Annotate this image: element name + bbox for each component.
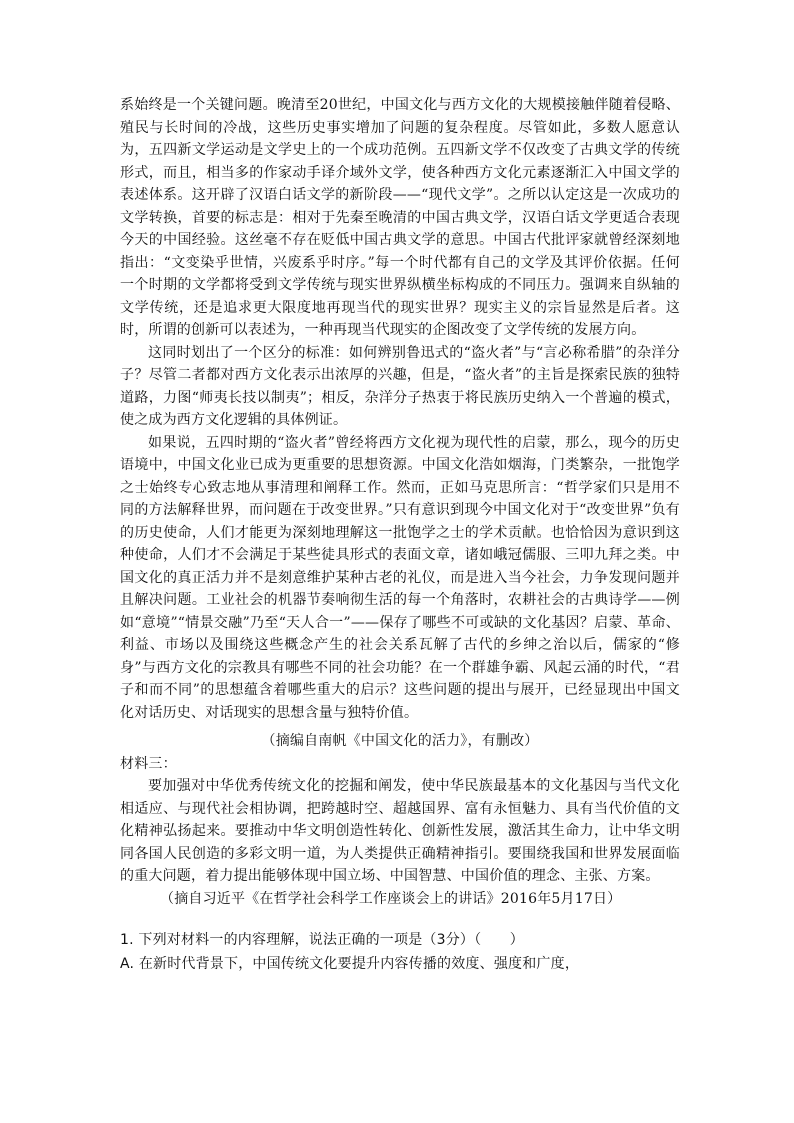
citation-nanfan: （摘编自南帆《中国文化的活力》，有删改） bbox=[261, 733, 539, 749]
material-3-text: 要加强对中华优秀传统文化的挖掘和阐发，使中华民族最基本的文化基因与当代文化相适应、与现代社会相协调，把跨越时空、超越国界、富有永恒魅力、具有当代价值的文化精神弘扬起来。要推动中华文明创造性转化、创新性发展，激活其生命力，让中华文明同各国人民创造的多彩文明一道，为人类提供正确精神指引。要围绕我国和世界发展面临的重大问题，着力提出能够体现中国立场、中国智慧、中国价值的理念、主张、方案。 bbox=[120, 778, 680, 884]
passage-body bbox=[120, 94, 680, 976]
passage-paragraph-1: 系始终是一个关键问题。晚清至20世纪，中国文化与西方文化的大规模接触伴随着侵略、殖民与长时间的冷战，这些历史事实增加了问题的复杂程度。尽管如此，多数人愿意认为，五四新文学运动是文学史上的一个成功范例。五四新文学不仅改变了古典文学的传统形式，而且，相当多的作家动手译介域外文学，使各种西方文化元素逐渐汇入中国文学的表述体系。这开辟了汉语白话文学的新阶段——“现代文学”。之所以认定这是一次成功的文学转换，首要的标志是：相对于先秦至晚清的中国古典文学，汉语白话文学更适合表现今天的中国经验。这丝毫不存在贬低中国古典文学的意思。中国古代批评家就曾经深刻地指出：“文变染乎世情，兴废系乎时序。”每一个时代都有自己的文学及其评价依据。任何一个时期的文学都将受到文学传统与现实世界纵横坐标构成的不同压力。强调来自纵轴的文学传统，还是追求更大限度地再现当代的现实世界？现实主义的宗旨显然是后者。这时，所谓的创新可以表述为，一种再现当代现实的企图改变了文学传统的发展方向。 bbox=[120, 97, 680, 338]
material-3-label: 材料三： bbox=[120, 755, 177, 772]
question-1-option-a: A. 在新时代背景下，中国传统文化要提升内容传播的效度、强度和广度， bbox=[120, 956, 580, 972]
citation-speech: （摘自习近平《在哲学社会科学工作座谈会上的讲话》2016年5月17日） bbox=[160, 890, 622, 907]
question-1-stem: 1. 下列对材料一的内容理解，说法正确的一项是（3分）（ ） bbox=[120, 932, 524, 948]
passage-paragraph-3: 如果说，五四时期的“盗火者”曾经将西方文化视为现代性的启蒙，那么，现今的历史语境中，中国文化业已成为更重要的思想资源。中国文化浩如烟海，门类繁杂，一批饱学之士始终专心致志地从事清理和阐释工作。然而，正如马克思所言：“哲学家们只是用不同的方法解释世界，而问题在于改变世界。”只有意识到现今中国文化对于“改变世界”负有的历史使命，人们才能更为深刻地理解这一批饱学之士的学术贡献。也恰恰因为意识到这种使命，人们才不会满足于某些徒具形式的表面文章，诸如峨冠儒服、三叩九拜之类。中国文化的真正活力并不是刻意维护某种古老的礼仪，而是进入当今社会，力争发现问题并且解决问题。工业社会的机器节奏响彻生活的每一个角落时，农耕社会的古典诗学——例如“意境”“情景交融”乃至“天人合一”——保存了哪些不可或缺的文化基因？启蒙、革命、利益、市场以及围绕这些概念产生的社会关系瓦解了古代的乡绅之治以后，儒家的“修身”与西方文化的宗教具有哪些不同的社会功能？在一个群雄争霸、风起云涌的时代，“君子和而不同”的思想蕴含着哪些重大的启示？这些问题的提出与展开，已经显现出中国文化对话历史、对话现实的思想含量与独特价值。 bbox=[120, 434, 680, 721]
passage-paragraph-2: 这同时划出了一个区分的标准：如何辨别鲁迅式的“盗火者”与“言必称希腊”的杂洋分子？尽管二者都对西方文化表示出浓厚的兴趣，但是，“盗火者”的主旨是探索民族的独特道路，力图“师夷长技以制夷”；相反，杂洋分子热衷于将民族历史纳入一个普遍的模式，使之成为西方文化逻辑的具体例证。 bbox=[120, 344, 680, 428]
